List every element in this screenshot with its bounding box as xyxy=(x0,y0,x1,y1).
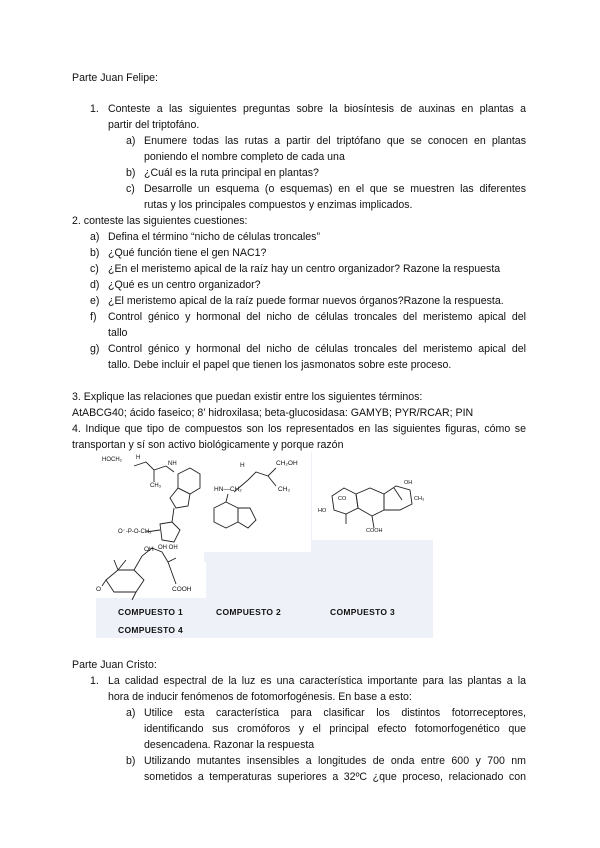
q1c-label: c) xyxy=(126,183,135,195)
p2q1a-label: a) xyxy=(126,707,136,719)
p2q1-number: 1. xyxy=(90,675,99,687)
q2g-label: g) xyxy=(90,343,100,355)
part2-heading: Parte Juan Cristo: xyxy=(72,659,157,671)
q2e-label: e) xyxy=(90,295,100,307)
q1-line1: Conteste a las siguientes preguntas sobre la biosíntesis de auxinas en plantas a xyxy=(108,103,526,115)
c4-cooh-label: COOH xyxy=(172,586,192,593)
c4-o-label: O xyxy=(96,586,102,593)
c1-ohoh-label: OH OH xyxy=(158,545,178,551)
q1c-line1: Desarrolle un esquema (o esquemas) en el que se muestren las diferentes xyxy=(144,183,526,195)
c2-h-label: H xyxy=(240,462,245,469)
compound2-caption: COMPUESTO 2 xyxy=(216,607,282,617)
c1-phosphate-label: O⁻-P-O-CH₂ xyxy=(118,529,152,535)
c4-oh-label: OH xyxy=(144,546,154,553)
p2q1-line1: La calidad espectral de la luz es una característica importante para las plantas a la xyxy=(108,675,526,687)
q2a-text: Defina el término “nicho de células troncales” xyxy=(108,231,320,243)
q2g-line1: Control génico y hormonal del nicho de células troncales del meristemo apical del xyxy=(108,343,526,355)
c3-oh-label: OH xyxy=(404,480,413,486)
q2c-label: c) xyxy=(90,263,99,275)
p2q1-line2: hora de inducir fenómenos de fotomorfogénesis. En base a esto: xyxy=(108,691,412,703)
q1b-text: ¿Cuál es la ruta principal en plantas? xyxy=(144,167,319,179)
q1a-label: a) xyxy=(126,135,136,147)
q1-line2: partir del triptofáno. xyxy=(108,119,200,131)
p2q1a-line2: identificando sus cromóforos y el principal efecto fotomorfogenético que xyxy=(144,723,526,735)
q2g-line2: tallo. Debe incluir el papel que tienen los jasmonatos sobre este proceso. xyxy=(108,359,452,371)
q2d-text: ¿Qué es un centro organizador? xyxy=(108,279,261,291)
p2q1b-line1: Utilizando mutantes insensibles a longitudes de onda entre 600 y 700 nm xyxy=(144,755,526,767)
q4-line1: 4. Indique que tipo de compuestos son los representados en las siguientes figuras, cómo se xyxy=(72,423,526,435)
q4-line2: transportan y sí son activo biológicamente y porque razón xyxy=(72,439,344,451)
q3-line2: AtABCG40; ácido faseico; 8’ hidroxilasa; beta-glucosidasa: GAMYB; PYR/RCAR; PIN xyxy=(72,407,474,419)
compound1-caption: COMPUESTO 1 xyxy=(118,607,184,617)
c1-hoch2-label: HOCH₂ xyxy=(102,457,122,463)
c1-h-label: H xyxy=(136,455,141,461)
q2b-text: ¿Qué función tiene el gen NAC1? xyxy=(108,247,267,259)
c3-ho-label: HO xyxy=(318,508,327,514)
q2c-text: ¿En el meristemo apical de la raíz hay un centro organizador? Razone la respuesta xyxy=(108,263,501,275)
compound4-caption: COMPUESTO 4 xyxy=(118,625,184,635)
compounds-figure xyxy=(96,452,433,638)
c2-hn-label: HN—CH₂ xyxy=(214,486,242,493)
q2b-label: b) xyxy=(90,247,100,259)
c2-ch3-label: CH₃ xyxy=(278,486,291,493)
q2f-label: f) xyxy=(90,311,97,323)
c3-co-label: CO xyxy=(338,496,347,502)
q1c-line2: rutas y los principales compuestos y enzimas implicados. xyxy=(144,199,413,211)
c1-ch3-label: CH₃ xyxy=(150,483,162,489)
p2q1b-line2: sometidos a temperaturas superiores a 32ºC ¿que proceso, relacionado con xyxy=(144,771,526,783)
q2f-line2: tallo xyxy=(108,327,128,339)
compound3-caption: COMPUESTO 3 xyxy=(330,607,396,617)
q2f-line1: Control génico y hormonal del nicho de células troncales del meristemo apical del xyxy=(108,311,526,323)
q2d-label: d) xyxy=(90,279,100,291)
q1a-line2: poniendo el nombre completo de cada una xyxy=(144,151,345,163)
c2-ch2oh-label: CH₂OH xyxy=(276,460,298,467)
c3-ch3-label: CH₃ xyxy=(414,496,425,502)
q1b-label: b) xyxy=(126,167,136,179)
q2a-label: a) xyxy=(90,231,100,243)
q1a-line1: Enumere todas las rutas a partir del triptófano que se conocen en plantas xyxy=(144,135,526,147)
p2q1a-line3: desencadena. Razonar la respuesta xyxy=(144,739,315,751)
q2e-text: ¿El meristemo apical de la raíz puede formar nuevos órganos?Razone la respuesta. xyxy=(108,295,504,307)
q1-number: 1. xyxy=(90,103,99,115)
p2q1a-line1: Utilice esta característica para clasificar los distintos fotorreceptores, xyxy=(144,707,526,719)
p2q1b-label: b) xyxy=(126,755,136,767)
c3-cooh-label: COOH xyxy=(366,528,383,534)
q2-heading: 2. conteste las siguientes cuestiones: xyxy=(72,215,248,227)
q3-line1: 3. Explique las relaciones que puedan existir entre los siguientes términos: xyxy=(72,391,423,403)
c1-nh-label: NH xyxy=(168,461,177,467)
part1-heading: Parte Juan Felipe: xyxy=(72,72,158,84)
